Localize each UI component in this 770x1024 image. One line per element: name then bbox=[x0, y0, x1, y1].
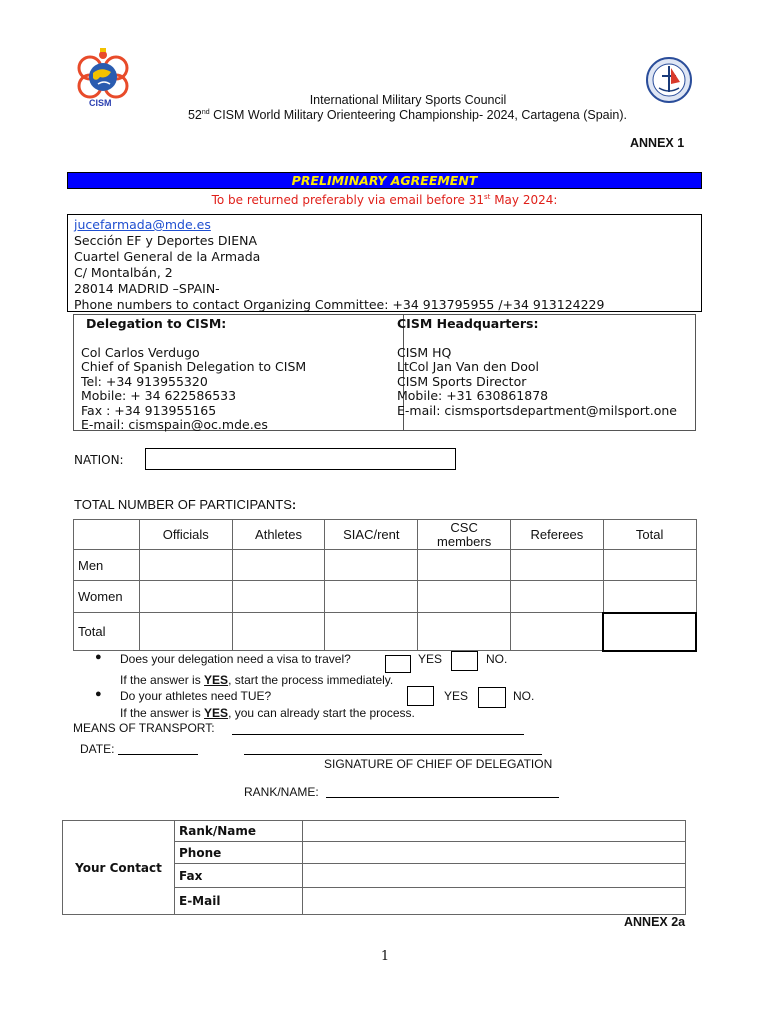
visa-no-label: NO. bbox=[486, 652, 508, 666]
nation-label: NATION: bbox=[74, 453, 124, 467]
tue-question: Do your athletes need TUE? bbox=[120, 689, 272, 703]
entry-cell[interactable] bbox=[511, 550, 604, 581]
delegation-line: Fax : +34 913955165 bbox=[81, 402, 217, 418]
grand-total-cell[interactable] bbox=[603, 613, 696, 651]
tue-yes-label: YES bbox=[444, 689, 469, 703]
address-phone-line: Phone numbers to contact Organizing Committee: +34 913795955 /+34 913124229 bbox=[74, 297, 605, 312]
participants-label-colon: : bbox=[291, 497, 297, 512]
row-label-total: Total bbox=[74, 613, 140, 651]
col-header-total: Total bbox=[603, 520, 696, 550]
page-number: 1 bbox=[380, 949, 390, 964]
address-line: 28014 MADRID –SPAIN- bbox=[74, 281, 220, 296]
field-label-email: E-Mail bbox=[175, 888, 303, 915]
entry-cell[interactable] bbox=[325, 550, 418, 581]
date-line[interactable] bbox=[118, 754, 198, 755]
visa-yes-label: YES bbox=[418, 652, 443, 666]
tue-note-pre: If the answer is bbox=[120, 706, 205, 720]
field-label-rank-name: Rank/Name bbox=[175, 821, 303, 842]
contacts-table bbox=[73, 314, 696, 431]
return-date-suffix: st bbox=[483, 193, 491, 201]
delegation-line: E-mail: cismspain@oc.mde.es bbox=[81, 417, 268, 432]
visa-no-checkbox[interactable] bbox=[451, 651, 478, 671]
hq-line: E-mail: cismsportsdepartment@milsport.one bbox=[397, 402, 677, 418]
championship-emblem bbox=[644, 56, 694, 104]
email-input[interactable] bbox=[303, 888, 686, 915]
tue-note-yes: YES bbox=[204, 706, 229, 720]
entry-cell[interactable] bbox=[511, 613, 604, 651]
date-label: DATE: bbox=[80, 742, 115, 756]
return-text: To be returned preferably via email before 31 bbox=[211, 193, 484, 207]
event-title: CISM World Military Orienteering Championship- 2024, Cartagena (Spain). bbox=[209, 108, 627, 122]
bullet-icon: ● bbox=[95, 651, 102, 663]
entry-cell[interactable] bbox=[232, 581, 325, 613]
delegation-line: Col Carlos Verdugo bbox=[81, 344, 200, 360]
visa-yes-checkbox[interactable] bbox=[385, 655, 411, 673]
tue-yes-checkbox[interactable] bbox=[407, 686, 434, 706]
fax-input[interactable] bbox=[303, 864, 686, 888]
address-line: C/ Montalbán, 2 bbox=[74, 265, 173, 280]
entry-cell[interactable] bbox=[418, 613, 511, 651]
your-contact-table bbox=[62, 820, 686, 915]
annex-2a-label: ANNEX 2a bbox=[624, 915, 686, 929]
entry-cell[interactable] bbox=[603, 550, 696, 581]
tue-note-post: , you can already start the process. bbox=[228, 706, 415, 720]
hq-line: LtCol Jan Van den Dool bbox=[397, 359, 539, 374]
participants-label-text: TOTAL NUMBER OF PARTICIPANTS bbox=[74, 497, 292, 512]
transport-label: MEANS OF TRANSPORT: bbox=[73, 721, 215, 735]
delegation-heading: Delegation to CISM: bbox=[86, 316, 227, 331]
hq-line: Mobile: +31 630861878 bbox=[397, 388, 549, 403]
organizer-email-link[interactable]: jucefarmada@mde.es bbox=[74, 217, 211, 232]
col-header-officials: Officials bbox=[139, 520, 232, 550]
hq-line: CISM HQ bbox=[397, 344, 452, 360]
org-line: International Military Sports Council bbox=[309, 93, 507, 107]
entry-cell[interactable] bbox=[232, 550, 325, 581]
transport-line[interactable] bbox=[232, 734, 524, 735]
entry-cell[interactable] bbox=[603, 581, 696, 613]
col-header-athletes: Athletes bbox=[232, 520, 325, 550]
row-label-men: Men bbox=[74, 550, 140, 581]
event-line bbox=[100, 108, 715, 122]
field-label-fax: Fax bbox=[175, 864, 303, 888]
address-line: Sección EF y Deportes DIENA bbox=[74, 233, 258, 248]
rank-name-label: RANK/NAME: bbox=[244, 785, 319, 799]
visa-note-yes: YES bbox=[204, 673, 229, 687]
return-date-end: May 2024: bbox=[490, 193, 558, 207]
tue-no-label: NO. bbox=[513, 689, 535, 703]
bullet-icon: ● bbox=[95, 688, 102, 700]
delegation-line: Mobile: + 34 622586533 bbox=[81, 388, 237, 403]
entry-cell[interactable] bbox=[139, 581, 232, 613]
rank-name-input[interactable] bbox=[303, 821, 686, 842]
event-number-suffix: nd bbox=[201, 108, 210, 116]
col-header-siac: SIAC/rent bbox=[325, 520, 418, 550]
hq-heading: CISM Headquarters: bbox=[397, 316, 539, 331]
cism-logo-text: CISM bbox=[89, 98, 112, 108]
participants-label bbox=[74, 497, 296, 512]
entry-cell[interactable] bbox=[418, 550, 511, 581]
annex-1-label: ANNEX 1 bbox=[630, 136, 685, 150]
event-number: 52 bbox=[187, 108, 202, 122]
corner-cell bbox=[74, 520, 140, 550]
entry-cell[interactable] bbox=[325, 613, 418, 651]
entry-cell[interactable] bbox=[325, 581, 418, 613]
row-label-women: Women bbox=[74, 581, 140, 613]
visa-note-pre: If the answer is bbox=[120, 673, 205, 687]
phone-input[interactable] bbox=[303, 842, 686, 864]
cism-logo bbox=[76, 46, 130, 112]
organizer-address bbox=[67, 214, 702, 312]
visa-note-post: , start the process immediately. bbox=[228, 673, 394, 687]
signature-line[interactable] bbox=[244, 754, 542, 755]
col-header-referees: Referees bbox=[511, 520, 604, 550]
participants-table bbox=[73, 519, 697, 652]
tue-note bbox=[120, 706, 415, 720]
hq-column bbox=[390, 315, 695, 430]
entry-cell[interactable] bbox=[139, 550, 232, 581]
entry-cell[interactable] bbox=[511, 581, 604, 613]
rank-name-line[interactable] bbox=[326, 797, 559, 798]
address-line: Cuartel General de la Armada bbox=[74, 249, 261, 264]
signature-caption: SIGNATURE OF CHIEF OF DELEGATION bbox=[324, 757, 553, 771]
field-label-phone: Phone bbox=[175, 842, 303, 864]
delegation-line: Chief of Spanish Delegation to CISM bbox=[81, 359, 307, 374]
entry-cell[interactable] bbox=[418, 581, 511, 613]
delegation-column bbox=[74, 315, 404, 430]
preliminary-agreement-banner: PRELIMINARY AGREEMENT bbox=[67, 172, 702, 189]
entry-cell[interactable] bbox=[232, 613, 325, 651]
tue-no-checkbox[interactable] bbox=[478, 687, 506, 708]
your-contact-label: Your Contact bbox=[63, 821, 175, 915]
delegation-line: Tel: +34 913955320 bbox=[81, 373, 208, 389]
return-instructions bbox=[67, 193, 702, 207]
visa-note bbox=[120, 673, 393, 687]
entry-cell[interactable] bbox=[139, 613, 232, 651]
nation-input[interactable] bbox=[145, 448, 456, 470]
visa-question: Does your delegation need a visa to travel? bbox=[120, 652, 351, 666]
hq-line: CISM Sports Director bbox=[397, 373, 527, 389]
col-header-csc: CSC members bbox=[418, 520, 511, 550]
